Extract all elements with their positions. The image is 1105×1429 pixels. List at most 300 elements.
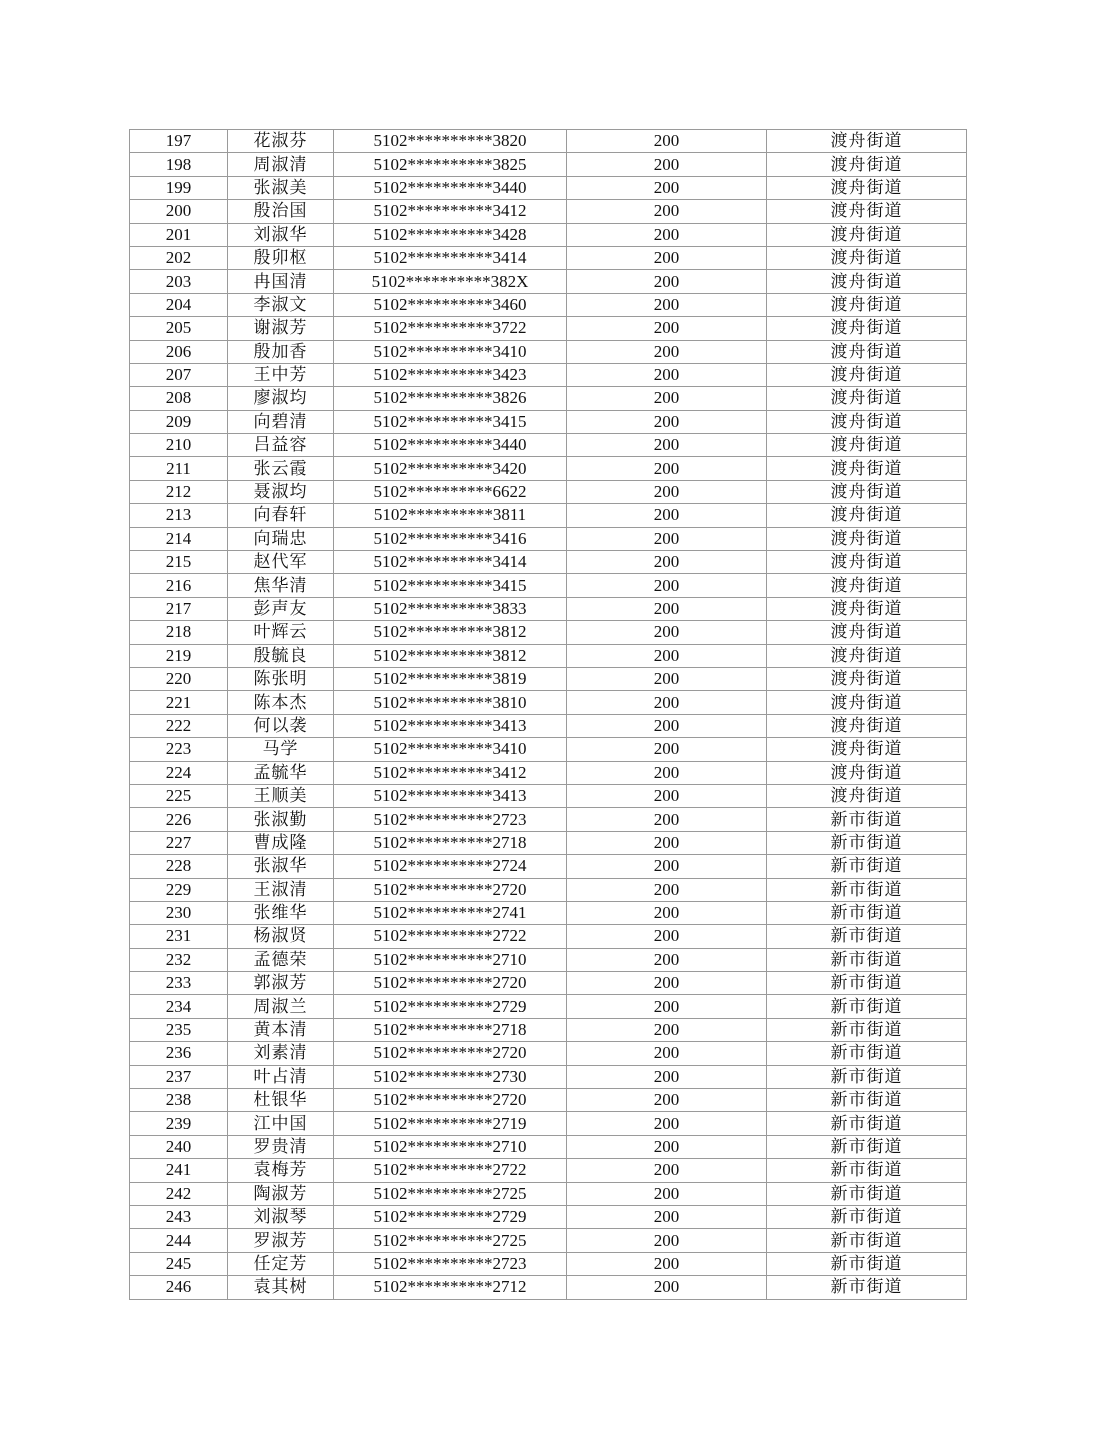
id-number-cell: 5102**********6622 xyxy=(334,480,567,503)
table-row xyxy=(130,1205,967,1228)
table-row xyxy=(130,1182,967,1205)
street-cell: 渡舟街道 xyxy=(767,761,967,784)
table-row xyxy=(130,480,967,503)
table-row xyxy=(130,1065,967,1088)
street-cell: 新市街道 xyxy=(767,1112,967,1135)
serial-number-cell: 220 xyxy=(130,667,228,690)
id-number-cell: 5102**********2724 xyxy=(334,855,567,878)
table-row xyxy=(130,831,967,854)
serial-number-cell: 235 xyxy=(130,1018,228,1041)
id-number-cell: 5102**********3413 xyxy=(334,784,567,807)
id-number-cell: 5102**********2723 xyxy=(334,1252,567,1275)
name-cell: 陈张明 xyxy=(228,667,334,690)
amount-cell: 200 xyxy=(567,1182,767,1205)
amount-cell: 200 xyxy=(567,855,767,878)
table-row xyxy=(130,901,967,924)
id-number-cell: 5102**********3819 xyxy=(334,667,567,690)
serial-number-cell: 221 xyxy=(130,691,228,714)
street-cell: 渡舟街道 xyxy=(767,480,967,503)
id-number-cell: 5102**********2718 xyxy=(334,1018,567,1041)
serial-number-cell: 246 xyxy=(130,1276,228,1299)
serial-number-cell: 200 xyxy=(130,200,228,223)
name-cell: 杨淑贤 xyxy=(228,925,334,948)
amount-cell: 200 xyxy=(567,738,767,761)
amount-cell: 200 xyxy=(567,1159,767,1182)
id-number-cell: 5102**********3820 xyxy=(334,130,567,153)
name-cell: 张维华 xyxy=(228,901,334,924)
amount-cell: 200 xyxy=(567,153,767,176)
table-row xyxy=(130,1018,967,1041)
table-row xyxy=(130,995,967,1018)
serial-number-cell: 232 xyxy=(130,948,228,971)
street-cell: 渡舟街道 xyxy=(767,551,967,574)
name-cell: 马学 xyxy=(228,738,334,761)
amount-cell: 200 xyxy=(567,1065,767,1088)
amount-cell: 200 xyxy=(567,387,767,410)
street-cell: 渡舟街道 xyxy=(767,340,967,363)
name-cell: 刘淑琴 xyxy=(228,1205,334,1228)
name-cell: 向春轩 xyxy=(228,504,334,527)
serial-number-cell: 203 xyxy=(130,270,228,293)
serial-number-cell: 215 xyxy=(130,551,228,574)
serial-number-cell: 206 xyxy=(130,340,228,363)
serial-number-cell: 204 xyxy=(130,293,228,316)
id-number-cell: 5102**********3811 xyxy=(334,504,567,527)
amount-cell: 200 xyxy=(567,691,767,714)
serial-number-cell: 207 xyxy=(130,363,228,386)
id-number-cell: 5102**********3413 xyxy=(334,714,567,737)
street-cell: 渡舟街道 xyxy=(767,784,967,807)
amount-cell: 200 xyxy=(567,784,767,807)
name-cell: 赵代军 xyxy=(228,551,334,574)
amount-cell: 200 xyxy=(567,878,767,901)
name-cell: 聂淑均 xyxy=(228,480,334,503)
name-cell: 彭声友 xyxy=(228,597,334,620)
amount-cell: 200 xyxy=(567,1042,767,1065)
table-row xyxy=(130,1229,967,1252)
street-cell: 渡舟街道 xyxy=(767,457,967,480)
amount-cell: 200 xyxy=(567,434,767,457)
table-row xyxy=(130,621,967,644)
id-number-cell: 5102**********2720 xyxy=(334,1089,567,1112)
id-number-cell: 5102**********3412 xyxy=(334,761,567,784)
table-row xyxy=(130,410,967,433)
name-cell: 刘素清 xyxy=(228,1042,334,1065)
amount-cell: 200 xyxy=(567,527,767,550)
street-cell: 渡舟街道 xyxy=(767,644,967,667)
id-number-cell: 5102**********2718 xyxy=(334,831,567,854)
amount-cell: 200 xyxy=(567,223,767,246)
id-number-cell: 5102**********2729 xyxy=(334,1205,567,1228)
table-row xyxy=(130,597,967,620)
id-number-cell: 5102**********3420 xyxy=(334,457,567,480)
street-cell: 新市街道 xyxy=(767,925,967,948)
table-row xyxy=(130,855,967,878)
name-cell: 孟毓华 xyxy=(228,761,334,784)
amount-cell: 200 xyxy=(567,551,767,574)
name-cell: 陈本杰 xyxy=(228,691,334,714)
name-cell: 何以袭 xyxy=(228,714,334,737)
table-row xyxy=(130,1042,967,1065)
table-row xyxy=(130,246,967,269)
serial-number-cell: 217 xyxy=(130,597,228,620)
id-number-cell: 5102**********3440 xyxy=(334,434,567,457)
id-number-cell: 5102**********2725 xyxy=(334,1229,567,1252)
id-number-cell: 5102**********2712 xyxy=(334,1276,567,1299)
serial-number-cell: 241 xyxy=(130,1159,228,1182)
street-cell: 新市街道 xyxy=(767,1135,967,1158)
street-cell: 新市街道 xyxy=(767,948,967,971)
name-cell: 任定芳 xyxy=(228,1252,334,1275)
table-row xyxy=(130,527,967,550)
street-cell: 新市街道 xyxy=(767,831,967,854)
amount-cell: 200 xyxy=(567,270,767,293)
amount-cell: 200 xyxy=(567,995,767,1018)
street-cell: 渡舟街道 xyxy=(767,176,967,199)
serial-number-cell: 226 xyxy=(130,808,228,831)
id-number-cell: 5102**********2710 xyxy=(334,1135,567,1158)
id-number-cell: 5102**********3428 xyxy=(334,223,567,246)
street-cell: 渡舟街道 xyxy=(767,434,967,457)
street-cell: 渡舟街道 xyxy=(767,153,967,176)
street-cell: 新市街道 xyxy=(767,1042,967,1065)
amount-cell: 200 xyxy=(567,644,767,667)
name-cell: 廖淑均 xyxy=(228,387,334,410)
id-number-cell: 5102**********2719 xyxy=(334,1112,567,1135)
serial-number-cell: 238 xyxy=(130,1089,228,1112)
amount-cell: 200 xyxy=(567,504,767,527)
id-number-cell: 5102**********2710 xyxy=(334,948,567,971)
table-row xyxy=(130,270,967,293)
id-number-cell: 5102**********2720 xyxy=(334,878,567,901)
serial-number-cell: 243 xyxy=(130,1205,228,1228)
table-row xyxy=(130,667,967,690)
id-number-cell: 5102**********3812 xyxy=(334,644,567,667)
name-cell: 冉国清 xyxy=(228,270,334,293)
id-number-cell: 5102**********2741 xyxy=(334,901,567,924)
amount-cell: 200 xyxy=(567,621,767,644)
id-number-cell: 5102**********3414 xyxy=(334,246,567,269)
table-row xyxy=(130,223,967,246)
id-number-cell: 5102**********2729 xyxy=(334,995,567,1018)
amount-cell: 200 xyxy=(567,363,767,386)
table-row xyxy=(130,504,967,527)
table-row xyxy=(130,1112,967,1135)
street-cell: 渡舟街道 xyxy=(767,691,967,714)
amount-cell: 200 xyxy=(567,1018,767,1041)
amount-cell: 200 xyxy=(567,972,767,995)
name-cell: 张淑美 xyxy=(228,176,334,199)
name-cell: 周淑清 xyxy=(228,153,334,176)
serial-number-cell: 233 xyxy=(130,972,228,995)
table-row xyxy=(130,644,967,667)
amount-cell: 200 xyxy=(567,1089,767,1112)
name-cell: 焦华清 xyxy=(228,574,334,597)
id-number-cell: 5102**********3812 xyxy=(334,621,567,644)
table-row xyxy=(130,434,967,457)
id-number-cell: 5102**********3410 xyxy=(334,738,567,761)
name-cell: 周淑兰 xyxy=(228,995,334,1018)
amount-cell: 200 xyxy=(567,574,767,597)
street-cell: 渡舟街道 xyxy=(767,246,967,269)
serial-number-cell: 201 xyxy=(130,223,228,246)
serial-number-cell: 209 xyxy=(130,410,228,433)
id-number-cell: 5102**********3415 xyxy=(334,410,567,433)
name-cell: 曹成隆 xyxy=(228,831,334,854)
name-cell: 殷卯枢 xyxy=(228,246,334,269)
id-number-cell: 5102**********3416 xyxy=(334,527,567,550)
serial-number-cell: 202 xyxy=(130,246,228,269)
street-cell: 新市街道 xyxy=(767,878,967,901)
name-cell: 孟德荣 xyxy=(228,948,334,971)
street-cell: 新市街道 xyxy=(767,1205,967,1228)
amount-cell: 200 xyxy=(567,457,767,480)
name-cell: 刘淑华 xyxy=(228,223,334,246)
serial-number-cell: 245 xyxy=(130,1252,228,1275)
serial-number-cell: 214 xyxy=(130,527,228,550)
amount-cell: 200 xyxy=(567,246,767,269)
amount-cell: 200 xyxy=(567,808,767,831)
name-cell: 花淑芬 xyxy=(228,130,334,153)
id-number-cell: 5102**********2722 xyxy=(334,1159,567,1182)
id-number-cell: 5102**********382X xyxy=(334,270,567,293)
table-row xyxy=(130,176,967,199)
amount-cell: 200 xyxy=(567,948,767,971)
table-row xyxy=(130,784,967,807)
serial-number-cell: 197 xyxy=(130,130,228,153)
name-cell: 黄本清 xyxy=(228,1018,334,1041)
id-number-cell: 5102**********3412 xyxy=(334,200,567,223)
street-cell: 渡舟街道 xyxy=(767,738,967,761)
serial-number-cell: 208 xyxy=(130,387,228,410)
serial-number-cell: 218 xyxy=(130,621,228,644)
name-cell: 张淑勤 xyxy=(228,808,334,831)
table-row xyxy=(130,738,967,761)
street-cell: 渡舟街道 xyxy=(767,667,967,690)
id-number-cell: 5102**********3810 xyxy=(334,691,567,714)
roster-table-body xyxy=(130,130,967,1300)
name-cell: 王中芳 xyxy=(228,363,334,386)
id-number-cell: 5102**********3826 xyxy=(334,387,567,410)
name-cell: 向碧清 xyxy=(228,410,334,433)
id-number-cell: 5102**********3722 xyxy=(334,317,567,340)
street-cell: 新市街道 xyxy=(767,1018,967,1041)
name-cell: 李淑文 xyxy=(228,293,334,316)
id-number-cell: 5102**********2722 xyxy=(334,925,567,948)
serial-number-cell: 205 xyxy=(130,317,228,340)
street-cell: 渡舟街道 xyxy=(767,597,967,620)
serial-number-cell: 228 xyxy=(130,855,228,878)
serial-number-cell: 231 xyxy=(130,925,228,948)
serial-number-cell: 242 xyxy=(130,1182,228,1205)
amount-cell: 200 xyxy=(567,480,767,503)
name-cell: 向瑞忠 xyxy=(228,527,334,550)
street-cell: 新市街道 xyxy=(767,855,967,878)
street-cell: 渡舟街道 xyxy=(767,130,967,153)
serial-number-cell: 239 xyxy=(130,1112,228,1135)
street-cell: 新市街道 xyxy=(767,1229,967,1252)
amount-cell: 200 xyxy=(567,901,767,924)
name-cell: 罗贵清 xyxy=(228,1135,334,1158)
table-row xyxy=(130,1089,967,1112)
street-cell: 新市街道 xyxy=(767,901,967,924)
table-row xyxy=(130,878,967,901)
amount-cell: 200 xyxy=(567,714,767,737)
table-row xyxy=(130,153,967,176)
id-number-cell: 5102**********3460 xyxy=(334,293,567,316)
street-cell: 新市街道 xyxy=(767,972,967,995)
amount-cell: 200 xyxy=(567,1135,767,1158)
id-number-cell: 5102**********3410 xyxy=(334,340,567,363)
street-cell: 渡舟街道 xyxy=(767,363,967,386)
serial-number-cell: 216 xyxy=(130,574,228,597)
id-number-cell: 5102**********3440 xyxy=(334,176,567,199)
id-number-cell: 5102**********3825 xyxy=(334,153,567,176)
table-row xyxy=(130,387,967,410)
amount-cell: 200 xyxy=(567,1229,767,1252)
table-row xyxy=(130,808,967,831)
table-row xyxy=(130,293,967,316)
serial-number-cell: 227 xyxy=(130,831,228,854)
serial-number-cell: 219 xyxy=(130,644,228,667)
amount-cell: 200 xyxy=(567,1276,767,1299)
serial-number-cell: 211 xyxy=(130,457,228,480)
street-cell: 渡舟街道 xyxy=(767,387,967,410)
amount-cell: 200 xyxy=(567,317,767,340)
name-cell: 王顺美 xyxy=(228,784,334,807)
street-cell: 新市街道 xyxy=(767,1159,967,1182)
serial-number-cell: 212 xyxy=(130,480,228,503)
name-cell: 袁梅芳 xyxy=(228,1159,334,1182)
table-row xyxy=(130,363,967,386)
id-number-cell: 5102**********2723 xyxy=(334,808,567,831)
table-row xyxy=(130,317,967,340)
id-number-cell: 5102**********3415 xyxy=(334,574,567,597)
street-cell: 新市街道 xyxy=(767,1065,967,1088)
id-number-cell: 5102**********2725 xyxy=(334,1182,567,1205)
serial-number-cell: 237 xyxy=(130,1065,228,1088)
table-row xyxy=(130,761,967,784)
amount-cell: 200 xyxy=(567,1252,767,1275)
street-cell: 新市街道 xyxy=(767,1089,967,1112)
amount-cell: 200 xyxy=(567,1205,767,1228)
street-cell: 渡舟街道 xyxy=(767,527,967,550)
amount-cell: 200 xyxy=(567,200,767,223)
street-cell: 新市街道 xyxy=(767,1276,967,1299)
amount-cell: 200 xyxy=(567,925,767,948)
serial-number-cell: 244 xyxy=(130,1229,228,1252)
amount-cell: 200 xyxy=(567,176,767,199)
name-cell: 殷加香 xyxy=(228,340,334,363)
street-cell: 渡舟街道 xyxy=(767,270,967,293)
serial-number-cell: 229 xyxy=(130,878,228,901)
name-cell: 江中国 xyxy=(228,1112,334,1135)
street-cell: 渡舟街道 xyxy=(767,574,967,597)
street-cell: 渡舟街道 xyxy=(767,410,967,433)
street-cell: 新市街道 xyxy=(767,808,967,831)
table-row xyxy=(130,130,967,153)
street-cell: 渡舟街道 xyxy=(767,293,967,316)
name-cell: 王淑清 xyxy=(228,878,334,901)
serial-number-cell: 223 xyxy=(130,738,228,761)
street-cell: 新市街道 xyxy=(767,1182,967,1205)
amount-cell: 200 xyxy=(567,130,767,153)
serial-number-cell: 199 xyxy=(130,176,228,199)
name-cell: 叶辉云 xyxy=(228,621,334,644)
amount-cell: 200 xyxy=(567,831,767,854)
id-number-cell: 5102**********3423 xyxy=(334,363,567,386)
serial-number-cell: 236 xyxy=(130,1042,228,1065)
name-cell: 郭淑芳 xyxy=(228,972,334,995)
amount-cell: 200 xyxy=(567,761,767,784)
amount-cell: 200 xyxy=(567,293,767,316)
serial-number-cell: 234 xyxy=(130,995,228,1018)
table-row xyxy=(130,1159,967,1182)
street-cell: 渡舟街道 xyxy=(767,714,967,737)
roster-table xyxy=(129,129,967,1300)
table-row xyxy=(130,948,967,971)
id-number-cell: 5102**********3833 xyxy=(334,597,567,620)
street-cell: 渡舟街道 xyxy=(767,223,967,246)
serial-number-cell: 213 xyxy=(130,504,228,527)
table-row xyxy=(130,574,967,597)
amount-cell: 200 xyxy=(567,410,767,433)
serial-number-cell: 240 xyxy=(130,1135,228,1158)
name-cell: 杜银华 xyxy=(228,1089,334,1112)
table-row xyxy=(130,200,967,223)
serial-number-cell: 222 xyxy=(130,714,228,737)
table-row xyxy=(130,1252,967,1275)
name-cell: 谢淑芳 xyxy=(228,317,334,340)
amount-cell: 200 xyxy=(567,597,767,620)
serial-number-cell: 224 xyxy=(130,761,228,784)
street-cell: 新市街道 xyxy=(767,995,967,1018)
id-number-cell: 5102**********3414 xyxy=(334,551,567,574)
name-cell: 吕益容 xyxy=(228,434,334,457)
table-row xyxy=(130,1135,967,1158)
table-row xyxy=(130,691,967,714)
id-number-cell: 5102**********2720 xyxy=(334,1042,567,1065)
name-cell: 殷治国 xyxy=(228,200,334,223)
street-cell: 新市街道 xyxy=(767,1252,967,1275)
table-row xyxy=(130,457,967,480)
street-cell: 渡舟街道 xyxy=(767,621,967,644)
table-row xyxy=(130,972,967,995)
street-cell: 渡舟街道 xyxy=(767,504,967,527)
table-row xyxy=(130,925,967,948)
table-row xyxy=(130,551,967,574)
amount-cell: 200 xyxy=(567,340,767,363)
name-cell: 陶淑芳 xyxy=(228,1182,334,1205)
name-cell: 叶占清 xyxy=(228,1065,334,1088)
street-cell: 渡舟街道 xyxy=(767,317,967,340)
table-row xyxy=(130,1276,967,1299)
name-cell: 张淑华 xyxy=(228,855,334,878)
name-cell: 殷毓良 xyxy=(228,644,334,667)
street-cell: 渡舟街道 xyxy=(767,200,967,223)
amount-cell: 200 xyxy=(567,1112,767,1135)
serial-number-cell: 210 xyxy=(130,434,228,457)
name-cell: 罗淑芳 xyxy=(228,1229,334,1252)
serial-number-cell: 225 xyxy=(130,784,228,807)
name-cell: 袁其树 xyxy=(228,1276,334,1299)
name-cell: 张云霞 xyxy=(228,457,334,480)
id-number-cell: 5102**********2720 xyxy=(334,972,567,995)
amount-cell: 200 xyxy=(567,667,767,690)
serial-number-cell: 230 xyxy=(130,901,228,924)
serial-number-cell: 198 xyxy=(130,153,228,176)
table-row xyxy=(130,714,967,737)
